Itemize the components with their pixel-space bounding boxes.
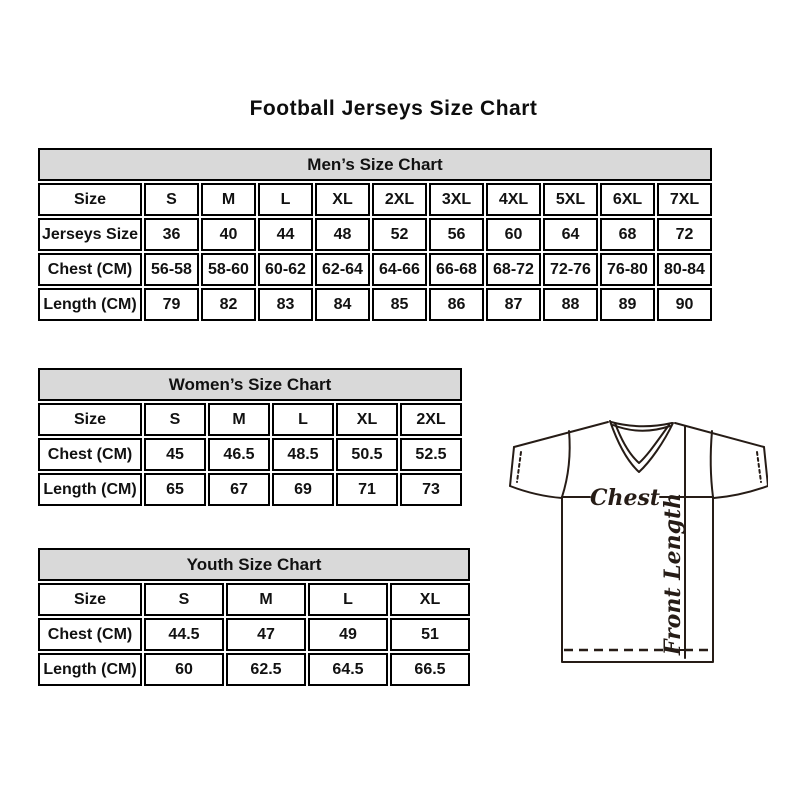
jersey-right-underarm-line — [714, 486, 768, 498]
jersey-left-underarm-line — [510, 486, 562, 498]
mens-table-cell: 64 — [543, 218, 598, 251]
mens-table-cell: 48 — [315, 218, 370, 251]
mens-table-cell: 83 — [258, 288, 313, 321]
womens-table-cell: 48.5 — [272, 438, 334, 471]
womens-table-cell: 73 — [400, 473, 462, 506]
youth-size-table — [36, 546, 472, 688]
mens-table-cell: 82 — [201, 288, 256, 321]
womens-row-label: Length (CM) — [38, 473, 142, 506]
womens-column-header: M — [208, 403, 270, 436]
youth-table-cell: 49 — [308, 618, 388, 651]
mens-column-header: L — [258, 183, 313, 216]
womens-size-table-container — [36, 366, 464, 508]
jersey-right-seam-line — [711, 431, 713, 497]
womens-row-label: Size — [38, 403, 142, 436]
womens-row-label: Chest (CM) — [38, 438, 142, 471]
youth-column-header: L — [308, 583, 388, 616]
mens-table-cell: 88 — [543, 288, 598, 321]
mens-column-header: 2XL — [372, 183, 427, 216]
youth-column-header: M — [226, 583, 306, 616]
womens-table-cell: 52.5 — [400, 438, 462, 471]
mens-row-label: Length (CM) — [38, 288, 142, 321]
mens-table-cell: 89 — [600, 288, 655, 321]
youth-column-header: XL — [390, 583, 470, 616]
youth-row-label: Size — [38, 583, 142, 616]
youth-table-cell: 62.5 — [226, 653, 306, 686]
mens-column-header: S — [144, 183, 199, 216]
mens-table-row — [38, 183, 712, 216]
mens-table-cell: 58-60 — [201, 253, 256, 286]
womens-table-cell: 50.5 — [336, 438, 398, 471]
womens-column-header: XL — [336, 403, 398, 436]
youth-table-cell: 51 — [390, 618, 470, 651]
mens-table-cell: 60-62 — [258, 253, 313, 286]
mens-table-cell: 85 — [372, 288, 427, 321]
mens-table-cell: 66-68 — [429, 253, 484, 286]
womens-table-cell: 45 — [144, 438, 206, 471]
mens-table-cell: 72-76 — [543, 253, 598, 286]
mens-table-cell: 72 — [657, 218, 712, 251]
jersey-right-cuff-stitch — [757, 452, 761, 482]
womens-table-cell: 65 — [144, 473, 206, 506]
mens-table-cell: 56 — [429, 218, 484, 251]
mens-column-header: 7XL — [657, 183, 712, 216]
youth-table-cell: 66.5 — [390, 653, 470, 686]
mens-column-header: 6XL — [600, 183, 655, 216]
mens-row-label: Size — [38, 183, 142, 216]
mens-size-table — [36, 146, 714, 323]
youth-row-label: Length (CM) — [38, 653, 142, 686]
womens-column-header: 2XL — [400, 403, 462, 436]
mens-column-header: 5XL — [543, 183, 598, 216]
mens-table-cell: 76-80 — [600, 253, 655, 286]
womens-column-header: S — [144, 403, 206, 436]
mens-row-label: Jerseys Size — [38, 218, 142, 251]
mens-table-cell: 87 — [486, 288, 541, 321]
jersey-right-shoulder-line — [675, 423, 764, 447]
mens-table-cell: 68-72 — [486, 253, 541, 286]
jersey-collar-back-arc-1 — [611, 422, 672, 426]
womens-table-cell: 46.5 — [208, 438, 270, 471]
mens-table-cell: 86 — [429, 288, 484, 321]
mens-table-cell: 40 — [201, 218, 256, 251]
mens-table-cell: 36 — [144, 218, 199, 251]
jersey-left-cuff-stitch — [517, 452, 521, 482]
mens-table-cell: 60 — [486, 218, 541, 251]
youth-table-row — [38, 618, 470, 651]
page-title: Football Jerseys Size Chart — [249, 97, 538, 120]
mens-table-title: Men’s Size Chart — [38, 148, 712, 181]
youth-size-table-container — [36, 546, 472, 688]
youth-table-cell: 44.5 — [144, 618, 224, 651]
jersey-right-cuff-line — [764, 447, 768, 486]
youth-table-title: Youth Size Chart — [38, 548, 470, 581]
mens-table-row — [38, 288, 712, 321]
womens-table-cell: 69 — [272, 473, 334, 506]
womens-table-row — [38, 403, 462, 436]
mens-column-header: M — [201, 183, 256, 216]
mens-row-label: Chest (CM) — [38, 253, 142, 286]
mens-table-cell: 68 — [600, 218, 655, 251]
womens-size-table — [36, 366, 464, 508]
womens-column-header: L — [272, 403, 334, 436]
jersey-body-outline — [562, 497, 713, 662]
mens-table-cell: 44 — [258, 218, 313, 251]
youth-table-cell: 47 — [226, 618, 306, 651]
front-length-label: Front Length — [660, 492, 686, 656]
youth-table-cell: 60 — [144, 653, 224, 686]
jersey-measurement-diagram — [508, 416, 768, 666]
womens-table-title: Women’s Size Chart — [38, 368, 462, 401]
youth-column-header: S — [144, 583, 224, 616]
youth-table-row — [38, 653, 470, 686]
mens-table-cell: 52 — [372, 218, 427, 251]
mens-column-header: 4XL — [486, 183, 541, 216]
jersey-left-shoulder-line — [514, 422, 608, 447]
mens-column-header: XL — [315, 183, 370, 216]
jersey-left-cuff-line — [510, 447, 514, 486]
mens-size-table-container — [36, 146, 714, 323]
mens-table-cell: 90 — [657, 288, 712, 321]
mens-table-cell: 62-64 — [315, 253, 370, 286]
mens-table-row — [38, 218, 712, 251]
mens-table-cell: 56-58 — [144, 253, 199, 286]
mens-column-header: 3XL — [429, 183, 484, 216]
youth-table-row — [38, 583, 470, 616]
womens-table-row — [38, 438, 462, 471]
womens-table-cell: 71 — [336, 473, 398, 506]
mens-table-cell: 79 — [144, 288, 199, 321]
mens-table-row — [38, 253, 712, 286]
mens-table-cell: 64-66 — [372, 253, 427, 286]
womens-table-cell: 67 — [208, 473, 270, 506]
chest-label: Chest — [589, 485, 661, 511]
womens-table-row — [38, 473, 462, 506]
mens-table-cell: 80-84 — [657, 253, 712, 286]
jersey-left-seam-line — [562, 431, 570, 497]
mens-table-cell: 84 — [315, 288, 370, 321]
youth-table-cell: 64.5 — [308, 653, 388, 686]
youth-row-label: Chest (CM) — [38, 618, 142, 651]
